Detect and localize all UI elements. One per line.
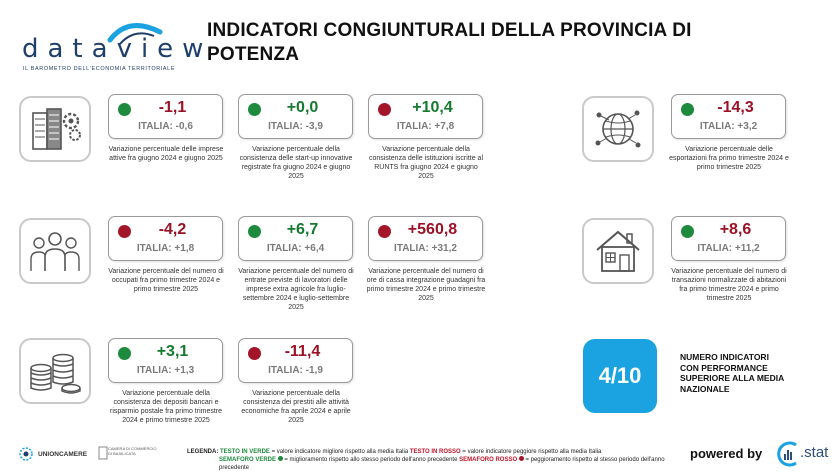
indicator-card-prestiti — [238, 338, 353, 383]
indicator-card-startup — [238, 94, 353, 139]
indicator-desc: Variazione percentuale delle esportazioni fra primo trimestre 2024 e primo trimestre 2025 — [669, 146, 789, 171]
indicator-desc: Variazione percentuale del numero di occupati fra primo trimestre 2024 e primo trimestre 2025 — [108, 268, 224, 293]
indicator-desc: Variazione percentuale della consistenza dei depositi bancari e risparmio postale fra primo trimestre 2024 e primo trimestre 2025 — [109, 390, 223, 424]
italia-value: ITALIA: +7,8 — [396, 121, 455, 132]
italia-value: ITALIA: -3,9 — [268, 121, 323, 132]
italia-value: ITALIA: +6,4 — [266, 243, 325, 254]
indicator-value: +6,7 — [286, 221, 319, 238]
powered-by-label: powered by — [690, 446, 763, 461]
indicator-value: +3,1 — [156, 343, 189, 360]
semaforo-green-title: SEMAFORO VERDE — [219, 457, 277, 463]
camera-commercio-label: CAMERA DI COMMERCIO DI BASILICATA — [108, 446, 157, 456]
coins-icon — [19, 338, 91, 404]
indicator-card-abitazioni — [671, 216, 786, 261]
indicator-desc: Variazione percentuale della consistenza delle istituzioni iscritte al RUNTS fra giugno 2024 e giugno 2025 — [369, 146, 483, 180]
indicator-value: -1,1 — [158, 99, 187, 116]
house-icon — [582, 218, 654, 284]
globe-network-icon — [582, 96, 654, 162]
indicator-card-export — [671, 94, 786, 139]
semaforo-red-text: = peggioramento rispetto al stesso periodo dell'anno precedente — [219, 457, 665, 471]
legend-green-text: = valore indicatore migliore rispetto alla media Italia — [269, 449, 410, 455]
indicator-value: -4,2 — [158, 221, 187, 238]
buildings-gears-icon — [19, 96, 91, 162]
indicator-card-imprese — [108, 94, 223, 139]
indicator-value: -11,4 — [284, 343, 321, 360]
indicator-desc: Variazione percentuale della consistenza dei prestiti alle attività economiche fra aprile 2024 e aprile 2025 — [241, 390, 351, 424]
italia-value: ITALIA: -1,9 — [268, 365, 323, 376]
brand-tagline: IL BAROMETRO DELL'ECONOMIA TERRITORIALE — [23, 66, 176, 72]
legend-label: LEGENDA: — [187, 449, 219, 455]
indicator-value: +0,0 — [286, 99, 319, 116]
italia-value: ITALIA: +31,2 — [394, 243, 457, 254]
italia-value: ITALIA: +1,3 — [136, 365, 195, 376]
indicator-desc: Variazione percentuale del numero di entrate previste di lavoratori delle imprese extra agricole fra luglio-settembre 2024 e luglio-settembre 2025 — [238, 268, 354, 311]
italia-value: ITALIA: -0,6 — [138, 121, 193, 132]
italia-value: ITALIA: +3,2 — [699, 121, 758, 132]
legend-green-title: TESTO IN VERDE — [220, 449, 270, 455]
indicator-card-entrate — [238, 216, 353, 261]
italia-value: ITALIA: +1,8 — [136, 243, 195, 254]
indicator-value: +8,6 — [719, 221, 752, 238]
indicator-value: +10,4 — [412, 99, 453, 116]
indicator-value: -14,3 — [717, 99, 754, 116]
indicator-desc: Variazione percentuale del numero di transazioni normalizzate di abitazioni fra primo trimestre 2024 e primo trimestre 2025 — [671, 268, 787, 302]
italia-value: ITALIA: +11,2 — [697, 243, 760, 254]
page-title: INDICATORI CONGIUNTURALI DELLA PROVINCIA DI POTENZA — [207, 20, 692, 65]
indicator-desc: Variazione percentuale della consistenza delle start-up innovative registrate fra giugno 2024 e giugno 2025 — [239, 146, 353, 180]
indicator-card-occupati — [108, 216, 223, 261]
performance-score-label: NUMERO INDICATORI CON PERFORMANCE SUPERIORE ALLA MEDIA NAZIONALE — [680, 352, 784, 394]
legend — [187, 448, 667, 472]
people-group-icon — [19, 218, 91, 284]
semaforo-green-text: = miglioramento rispetto allo stesso periodo dell'anno precedente — [282, 457, 460, 463]
unioncamere-logo-icon — [18, 446, 34, 462]
camera-logo-icon — [98, 446, 108, 460]
cstat-logo-icon — [776, 440, 802, 468]
cstat-label: .stat — [800, 444, 829, 461]
semaforo-red-title: SEMAFORO ROSSO — [459, 457, 518, 463]
legend-red-text: = valore indicatore peggiore rispetto alla media Italia — [460, 449, 602, 455]
brand-wordmark: dataview — [22, 34, 213, 64]
unioncamere-label: UNIONCAMERE — [38, 451, 88, 458]
indicator-card-depositi — [108, 338, 223, 383]
performance-score: 4/10 — [583, 339, 657, 413]
indicator-card-runts — [368, 94, 483, 139]
indicator-value: +560,8 — [407, 221, 458, 238]
legend-red-title: TESTO IN ROSSO — [409, 449, 461, 455]
indicator-desc: Variazione percentuale delle imprese attive fra giugno 2024 e giugno 2025 — [108, 146, 224, 162]
indicator-desc: Variazione percentuale del numero di ore di cassa integrazione guadagni fra primo trimestre 2024 e primo trimestre 2025 — [366, 268, 486, 302]
indicator-card-cig — [368, 216, 483, 261]
